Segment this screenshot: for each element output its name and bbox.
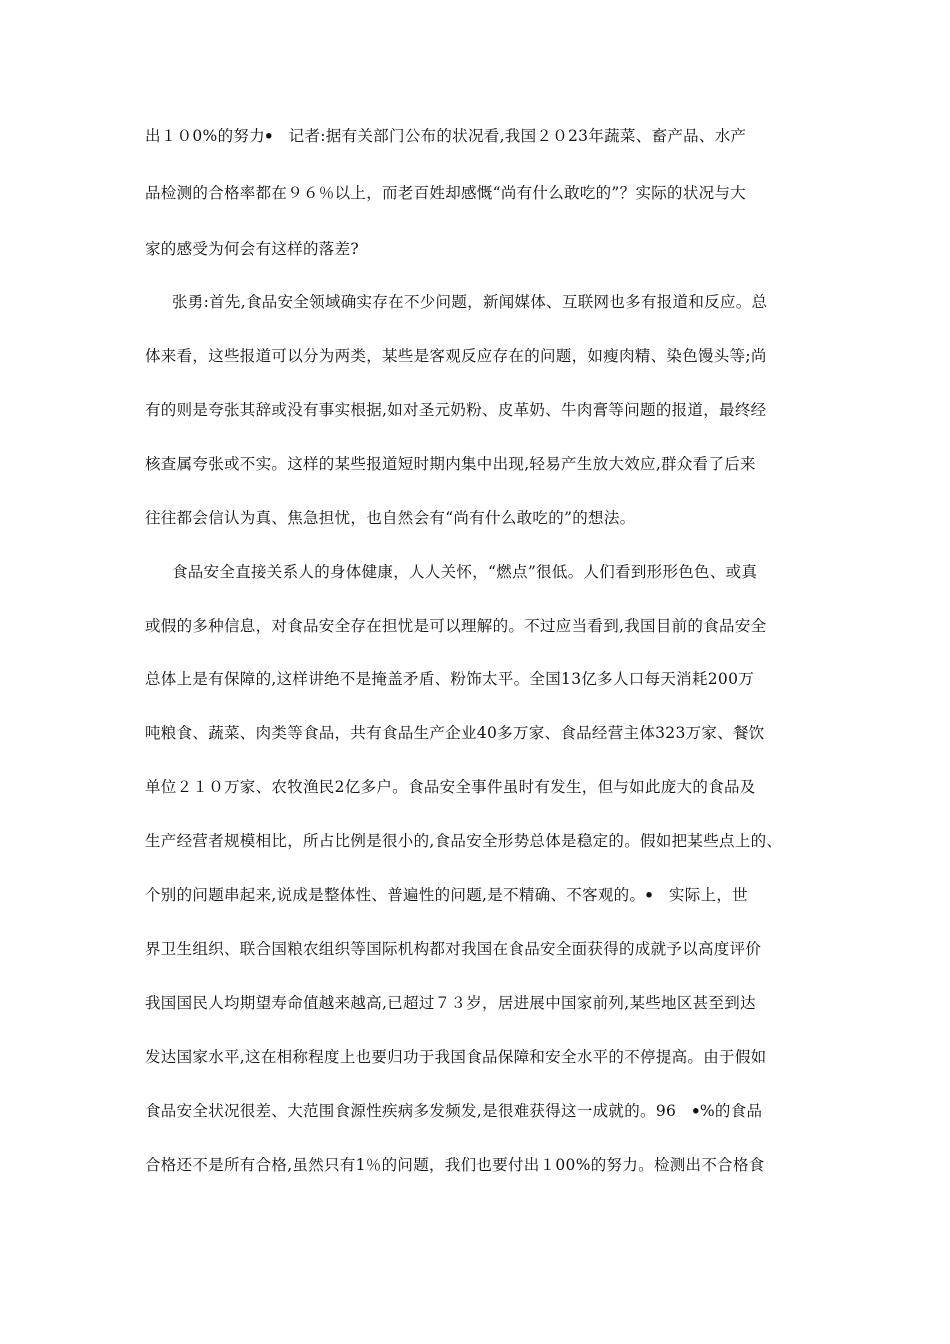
text-line: 往往都会信认为真、焦急担忧，也自然会有“尚有什么敢吃的”的想法。 bbox=[145, 509, 636, 527]
text-line: 或假的多种信息，对食品安全存在担忧是可以理解的。不过应当看到,我国目前的食品安全 bbox=[145, 617, 767, 635]
text-line: 核查属夸张或不实。这样的某些报道短时期内集中出现,轻易产生放大效应,群众看了后来 bbox=[145, 455, 756, 473]
text-line: 食品安全状况很差、大范围食源性疾病多发频发,是很难获得这一成就的。96 ꔷ%的食品 bbox=[145, 1102, 763, 1120]
text-line: 总体上是有保障的,这样讲绝不是掩盖矛盾、粉饰太平。全国13亿多人口每天消耗200万 bbox=[145, 670, 755, 688]
text-line: 食品安全直接关系人的身体健康，人人关怀，“燃点”很低。人们看到形形色色、或真 bbox=[172, 563, 758, 581]
text-line: 单位２１０万家、农牧渔民2亿多户。食品安全事件虽时有发生，但与如此庞大的食品及 bbox=[145, 778, 756, 796]
text-line: 界卫生组织、联合国粮农组织等国际机构都对我国在食品安全面获得的成就予以高度评价 bbox=[145, 940, 762, 958]
text-line: 出１０0%的努力ꔷ 记者:据有关部门公布的状况看,我国２０23年蔬菜、畜产品、水产 bbox=[145, 127, 747, 145]
text-line: 体来看，这些报道可以分为两类，某些是客观反应存在的问题，如瘦肉精、染色馒头等;尚 bbox=[145, 347, 767, 365]
text-line: 发达国家水平,这在相称程度上也要归功于我国食品保障和安全水平的不停提高。由于假如 bbox=[145, 1048, 767, 1066]
text-line: 品检测的合格率都在９６％以上，而老百姓却感慨“尚有什么敢吃的”？实际的状况与大 bbox=[145, 184, 747, 202]
text-line: 合格还不是所有合格,虽然只有1％的问题，我们也要付出１00%的努力。检测出不合格食 bbox=[145, 1156, 765, 1174]
text-line: 吨粮食、蔬菜、肉类等食品，共有食品生产企业40多万家、食品经营主体323万家、餐饮 bbox=[145, 724, 765, 742]
text-line: 生产经营者规模相比，所占比例是很小的,食品安全形势总体是稳定的。假如把某些点上的、 bbox=[145, 832, 783, 850]
text-line: 有的则是夸张其辞或没有事实根据,如对圣元奶粉、皮革奶、牛肉膏等问题的报道，最终经 bbox=[145, 401, 767, 419]
text-line: 个别的问题串起来,说成是整体性、普遍性的问题,是不精确、不客观的。ꔷ 实际上，世 bbox=[145, 886, 748, 904]
text-line: 家的感受为何会有这样的落差? bbox=[145, 240, 360, 258]
text-line: 张勇:首先,食品安全领域确实存在不少问题，新闻媒体、互联网也多有报道和反应。总 bbox=[172, 293, 768, 311]
text-line: 我国国民人均期望寿命值越来越高,已超过７３岁，居进展中国家前列,某些地区甚至到达 bbox=[145, 994, 756, 1012]
